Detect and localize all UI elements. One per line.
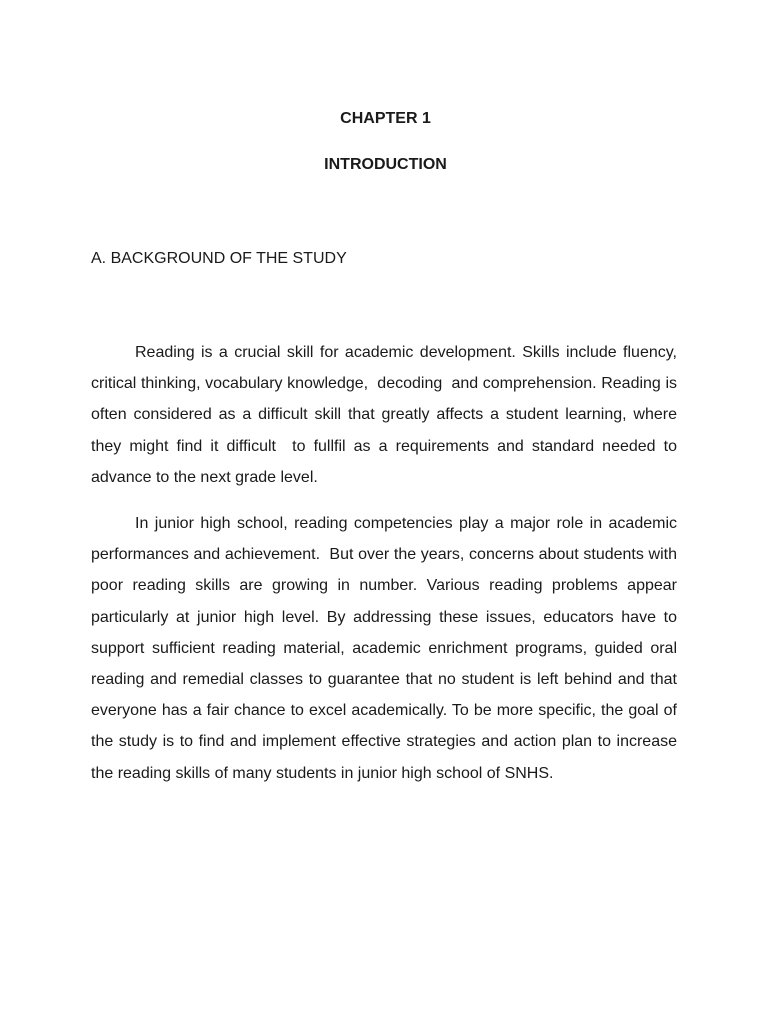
body-paragraph: Reading is a crucial skill for academic development. Skills include fluency, critical thinking, vocabulary knowledge, decoding and comprehension. Reading is often considered as a difficult skill that greatly affects a student learning, where they might find it difficult to fullfil as a requirements and standard needed to advance to the next grade level.	[91, 344, 686, 486]
section-heading: A. BACKGROUND OF THE STUDY	[91, 250, 347, 267]
chapter-title: INTRODUCTION	[324, 156, 447, 173]
body-paragraph: In junior high school, reading competencies play a major role in academic performances and achievement. But over the years, concerns about students with poor reading skills are growing in number. Various reading problems appear particularly at junior high level. By addressing these issues, educators have to support sufficient reading material, academic enrichment programs, guided oral reading and remedial classes to guarantee that no student is left behind and that everyone has a fair chance to excel academically. To be more specific, the goal of the study is to find and implement effective strategies and action plan to increase the reading skills of many students in junior high school of SNHS.	[91, 515, 682, 782]
chapter-label: CHAPTER 1	[340, 110, 431, 127]
